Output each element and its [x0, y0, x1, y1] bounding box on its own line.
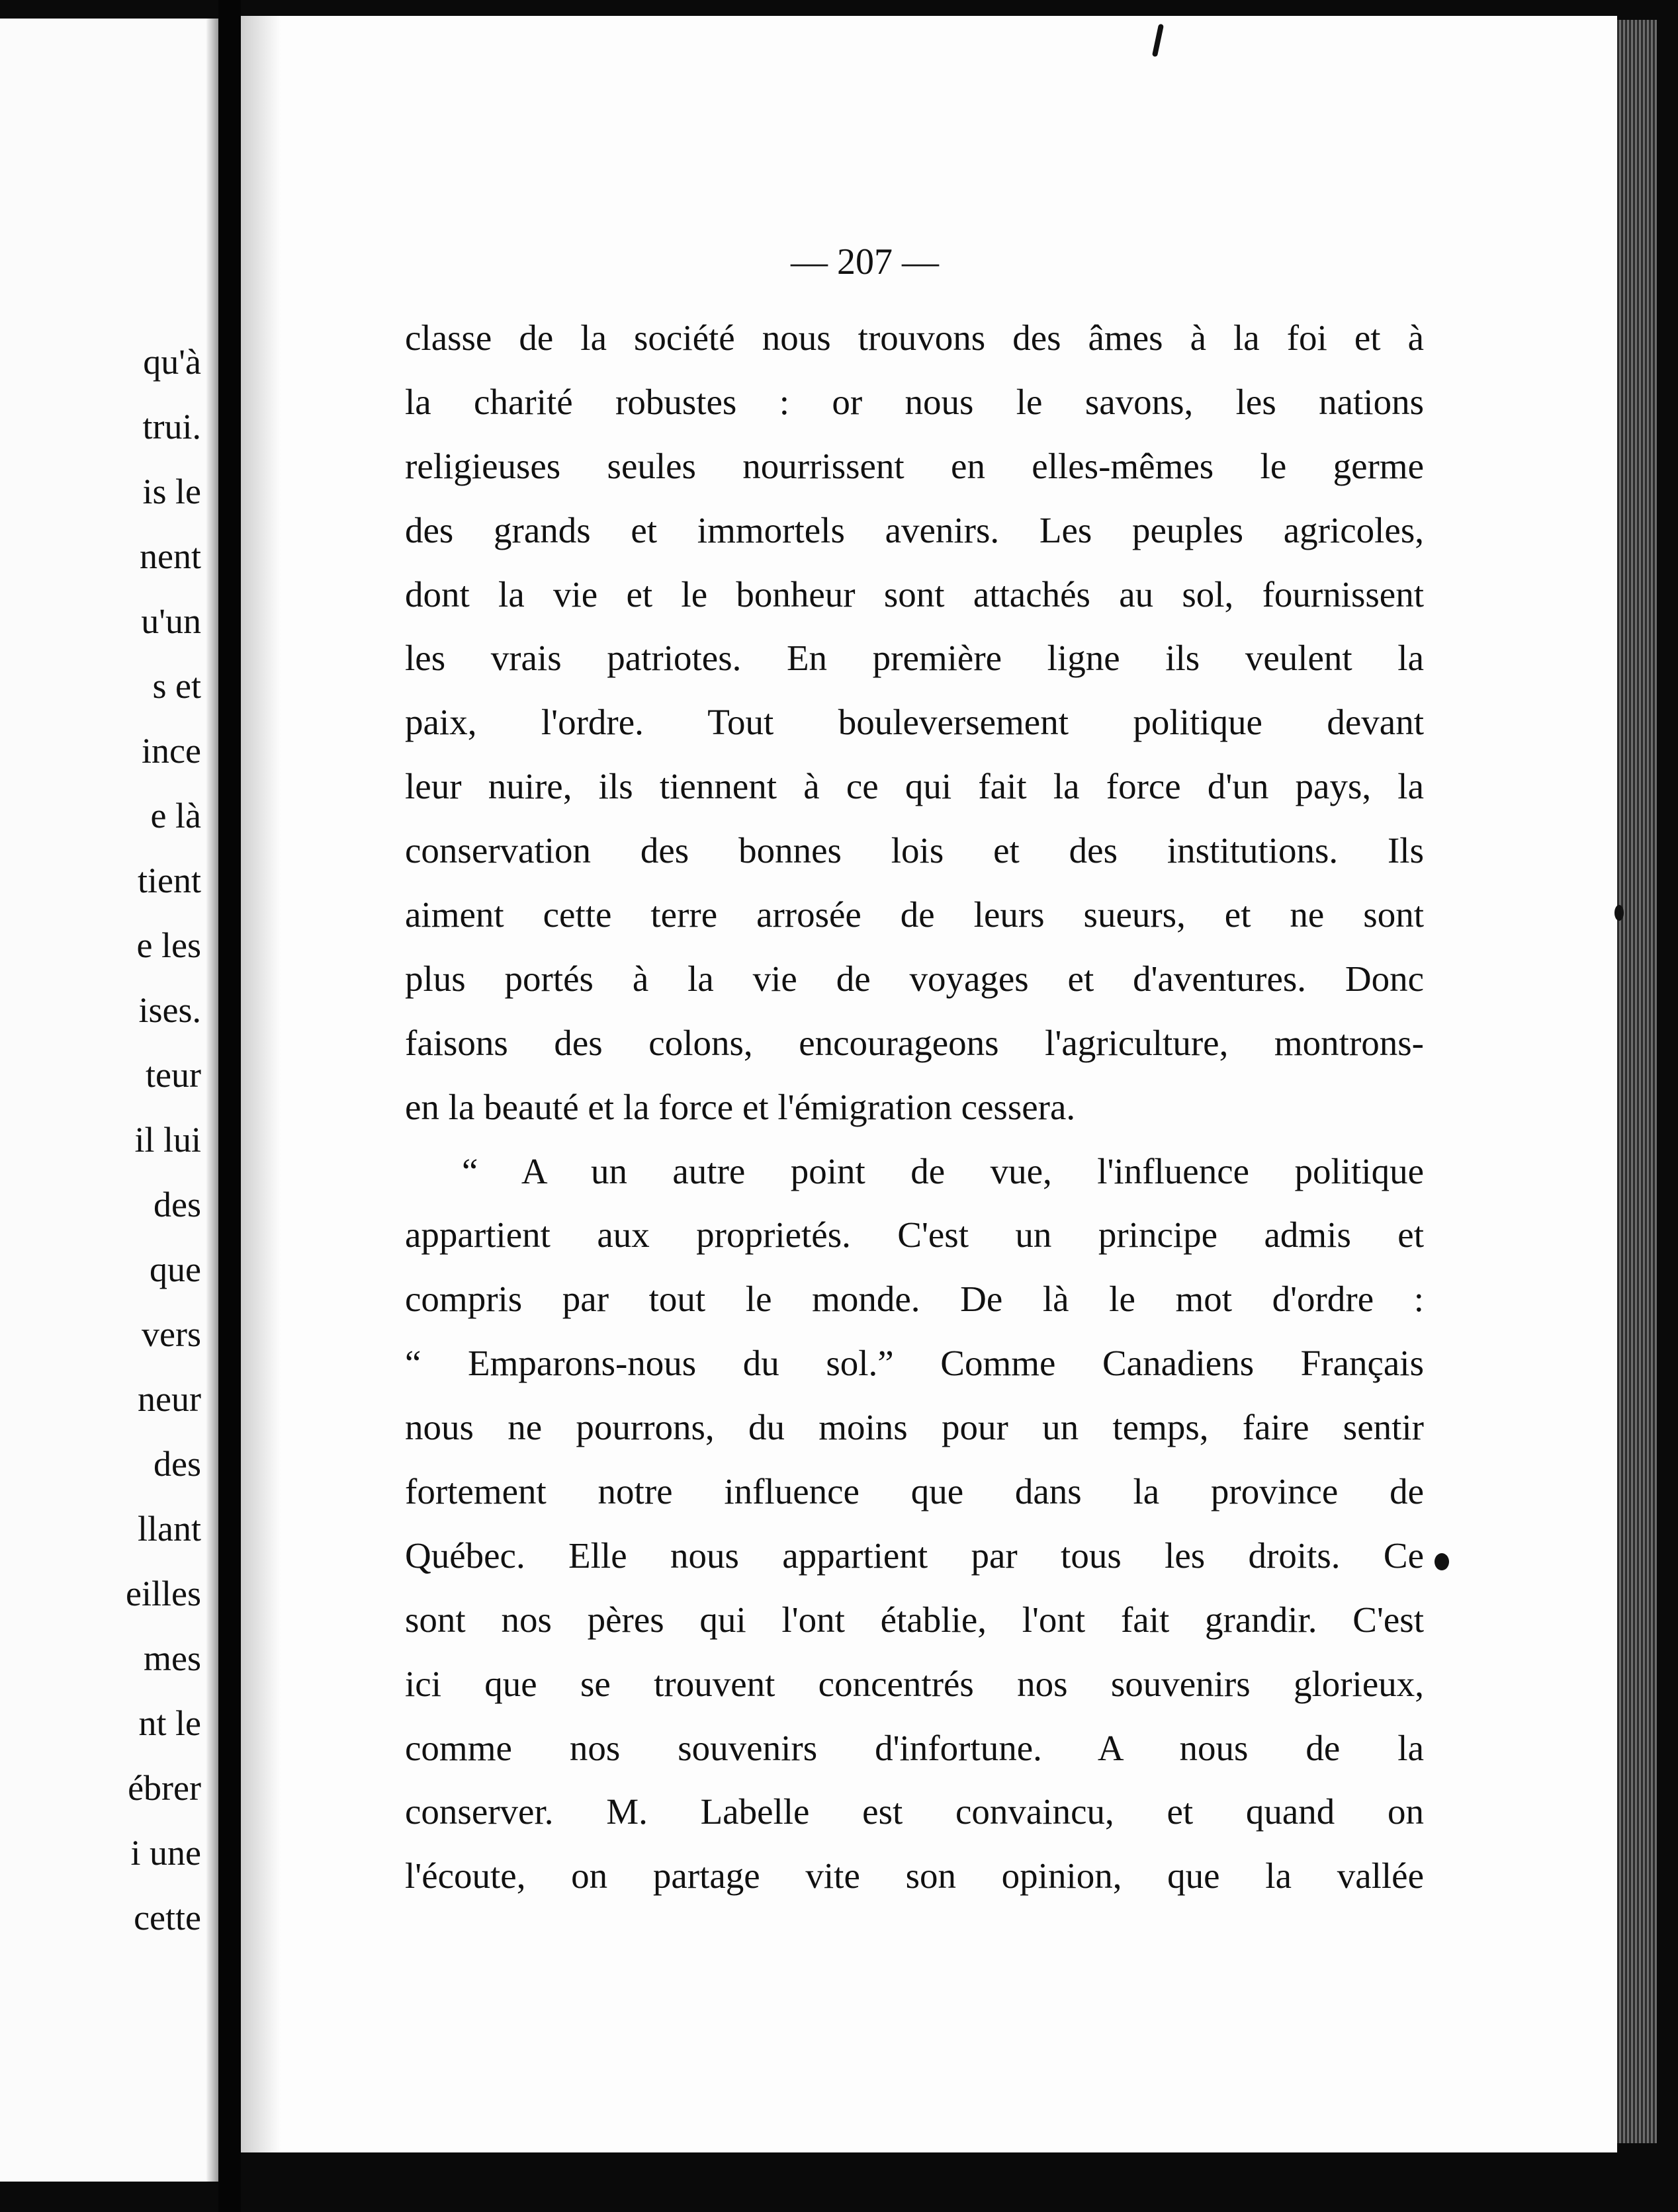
main-page-inner-shadow [241, 16, 281, 2152]
text-line: Québec. Elle nous appartient par tous les droits. Ce [405, 1535, 1424, 1576]
text-line: comme nos souvenirs d'infortune. A nous de la [405, 1727, 1424, 1768]
facing-line: s et [152, 666, 201, 706]
text-line: fortement notre influence que dans la province de [405, 1471, 1424, 1512]
facing-line: il lui [134, 1120, 201, 1160]
text-line: l'écoute, on partage vite son opinion, que la vallée [405, 1855, 1424, 1896]
text-line: classe de la société nous trouvons des âmes à la foi et à [405, 318, 1424, 358]
facing-line: trui. [142, 407, 201, 447]
ink-speck [1435, 1553, 1449, 1570]
facing-line: e les [136, 925, 201, 965]
page-number: — 207 — [791, 241, 939, 282]
facing-line: ises. [138, 990, 201, 1030]
text-line: paix, l'ordre. Tout bouleversement politique devant [405, 702, 1424, 743]
text-line: des grands et immortels avenirs. Les peuples agricoles, [405, 509, 1424, 550]
text-line-paragraph-end: en la beauté et la force et l'émigration cessera. [405, 1086, 1076, 1127]
ink-speck [1614, 905, 1624, 921]
facing-line: teur [146, 1055, 201, 1095]
facing-line: is le [142, 472, 201, 511]
facing-line: des [154, 1185, 201, 1224]
facing-line: i une [130, 1833, 201, 1873]
facing-line: nent [140, 536, 201, 576]
text-line: religieuses seules nourrissent en elles-mêmes le germe [405, 445, 1424, 486]
facing-line: cette [134, 1898, 201, 1937]
page-body-text [405, 318, 1424, 1920]
facing-line: llant [138, 1509, 201, 1549]
text-line: appartient aux proprietés. C'est un principe admis et [405, 1214, 1424, 1255]
facing-line: vers [142, 1314, 201, 1354]
text-line: conserver. M. Labelle est convaincu, et quand on [405, 1791, 1424, 1832]
text-line: nous ne pourrons, du moins pour un temps, faire sentir [405, 1407, 1424, 1448]
text-line: ici que se trouvent concentrés nos souvenirs glorieux, [405, 1663, 1424, 1704]
facing-line: qu'à [143, 342, 201, 382]
facing-line: que [150, 1250, 201, 1289]
facing-line: u'un [141, 601, 201, 641]
facing-page-fold-shadow [206, 19, 218, 2182]
facing-line: neur [138, 1379, 201, 1419]
text-line: plus portés à la vie de voyages et d'aventures. Donc [405, 958, 1424, 999]
text-line: aiment cette terre arrosée de leurs sueurs, et ne sont [405, 894, 1424, 935]
text-line: dont la vie et le bonheur sont attachés au sol, fournissent [405, 574, 1424, 615]
facing-line: e là [150, 796, 201, 835]
facing-page-text [126, 343, 201, 1963]
book-gutter [218, 0, 241, 2212]
facing-line: ince [142, 731, 201, 771]
text-line: compris par tout le monde. De là le mot d'ordre : [405, 1279, 1424, 1320]
facing-line: nt le [138, 1703, 201, 1743]
facing-line: eilles [126, 1574, 201, 1613]
facing-line: des [154, 1444, 201, 1484]
text-line: leur nuire, ils tiennent à ce qui fait la force d'un pays, la [405, 766, 1424, 807]
text-line-paragraph-start: “ A un autre point de vue, l'influence politique [462, 1150, 1424, 1191]
facing-line: mes [144, 1638, 201, 1678]
text-line: sont nos pères qui l'ont établie, l'ont fait grandir. C'est [405, 1599, 1424, 1640]
facing-page [0, 19, 218, 2182]
facing-line: ébrer [128, 1768, 201, 1808]
text-line: les vrais patriotes. En première ligne ils veulent la [405, 638, 1424, 679]
text-line: la charité robustes : or nous le savons, les nations [405, 381, 1424, 422]
page-edges [1617, 20, 1657, 2143]
text-line: faisons des colons, encourageons l'agriculture, montrons- [405, 1022, 1424, 1063]
text-line: “ Emparons-nous du sol.” Comme Canadiens Français [405, 1343, 1424, 1384]
facing-line: tient [138, 861, 201, 900]
text-line: conservation des bonnes lois et des institutions. Ils [405, 830, 1424, 871]
